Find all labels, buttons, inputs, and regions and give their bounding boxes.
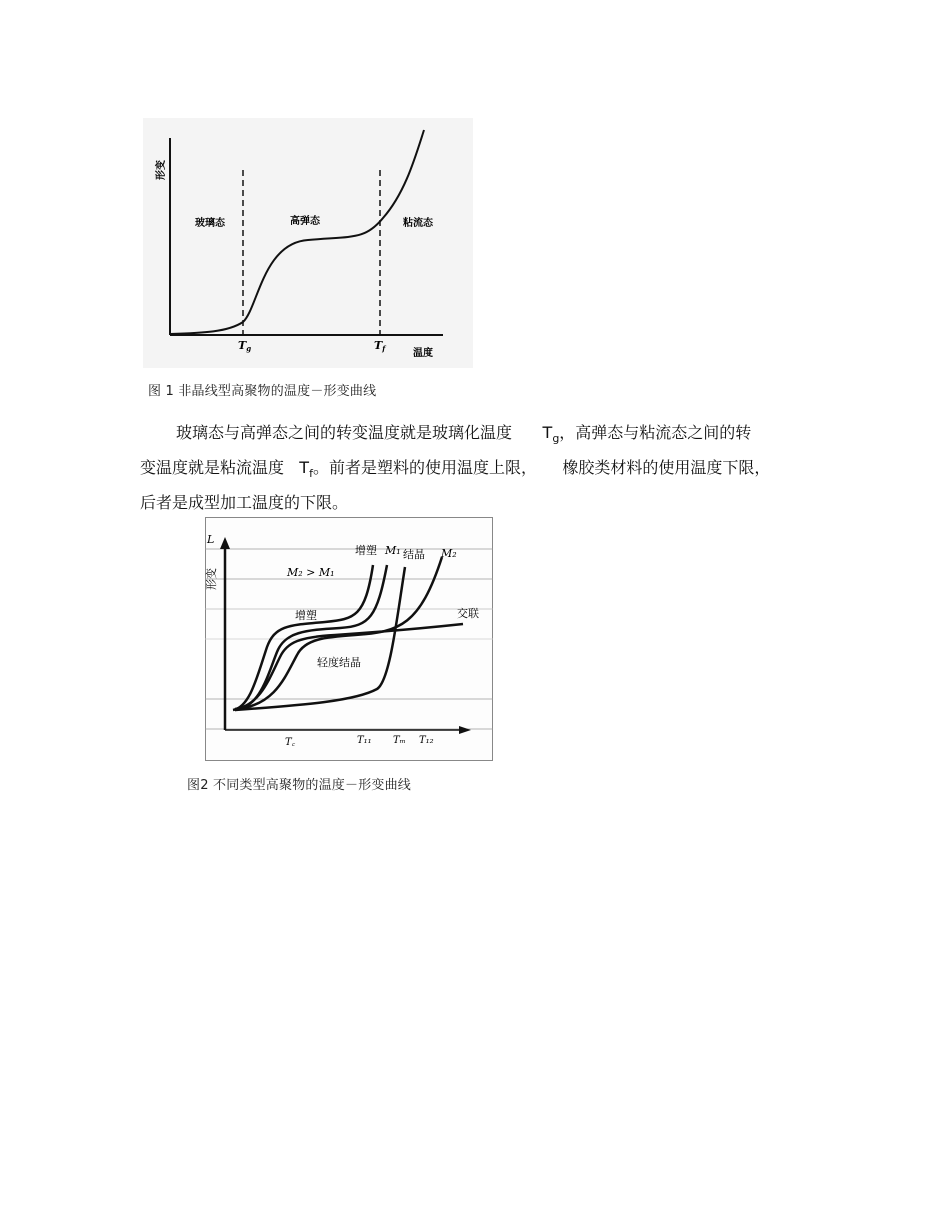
fig2-label-jiejing: 结晶: [403, 548, 425, 561]
fig1-region-glass: 玻璃态: [195, 218, 225, 229]
fig2-label-jiaolian: 交联: [457, 607, 479, 620]
body-paragraph: [140, 418, 820, 517]
figure-1-chart: [143, 118, 473, 368]
fig2-label-zengsu: 增塑: [295, 609, 317, 622]
fig2-label-zengsu-top: 增塑: [355, 544, 377, 557]
fig1-tf-label: Tf: [374, 339, 386, 353]
figure-1-caption: 图 1 非晶线型高聚物的温度－形变曲线: [148, 384, 377, 399]
fig2-y-top-label: L: [207, 533, 215, 546]
fig1-tg-label: Tg: [238, 339, 252, 353]
fig2-tick-tc: T꜀: [285, 737, 296, 748]
para-line-1: 玻璃态与高弹态之间的转变温度就是玻璃化温度 $T_g$，高弹态与粘流态之间的转: [176, 423, 752, 446]
fig2-tick-tf1: T₁₁: [357, 735, 372, 746]
fig2-label-m1: M₁: [385, 544, 401, 557]
fig1-region-rubber: 高弹态: [290, 216, 320, 227]
fig2-tick-tf2: T₁₂: [419, 735, 434, 746]
figure-2-chart: [205, 517, 493, 761]
fig2-label-m2: M₂: [441, 547, 457, 560]
fig1-y-label: 形变: [156, 160, 167, 180]
fig2-label-qingdu: 轻度结晶: [317, 656, 361, 669]
fig2-label-m2m1: M₂ > M₁: [287, 566, 335, 579]
para-line-3: 后者是成型加工温度的下限。: [140, 493, 349, 513]
fig2-tick-tm: Tₘ: [393, 735, 406, 746]
para-line-2: 变温度就是粘流温度 $T_f$。前者是塑料的使用温度上限， 橡胶类材料的使用温度下限，: [140, 458, 771, 481]
fig1-x-label: 温度: [413, 348, 433, 359]
figure-2-caption: 图2 不同类型高聚物的温度－形变曲线: [187, 778, 412, 793]
fig2-y-label: 形变: [205, 568, 218, 590]
fig1-region-flow: 粘流态: [403, 218, 433, 229]
